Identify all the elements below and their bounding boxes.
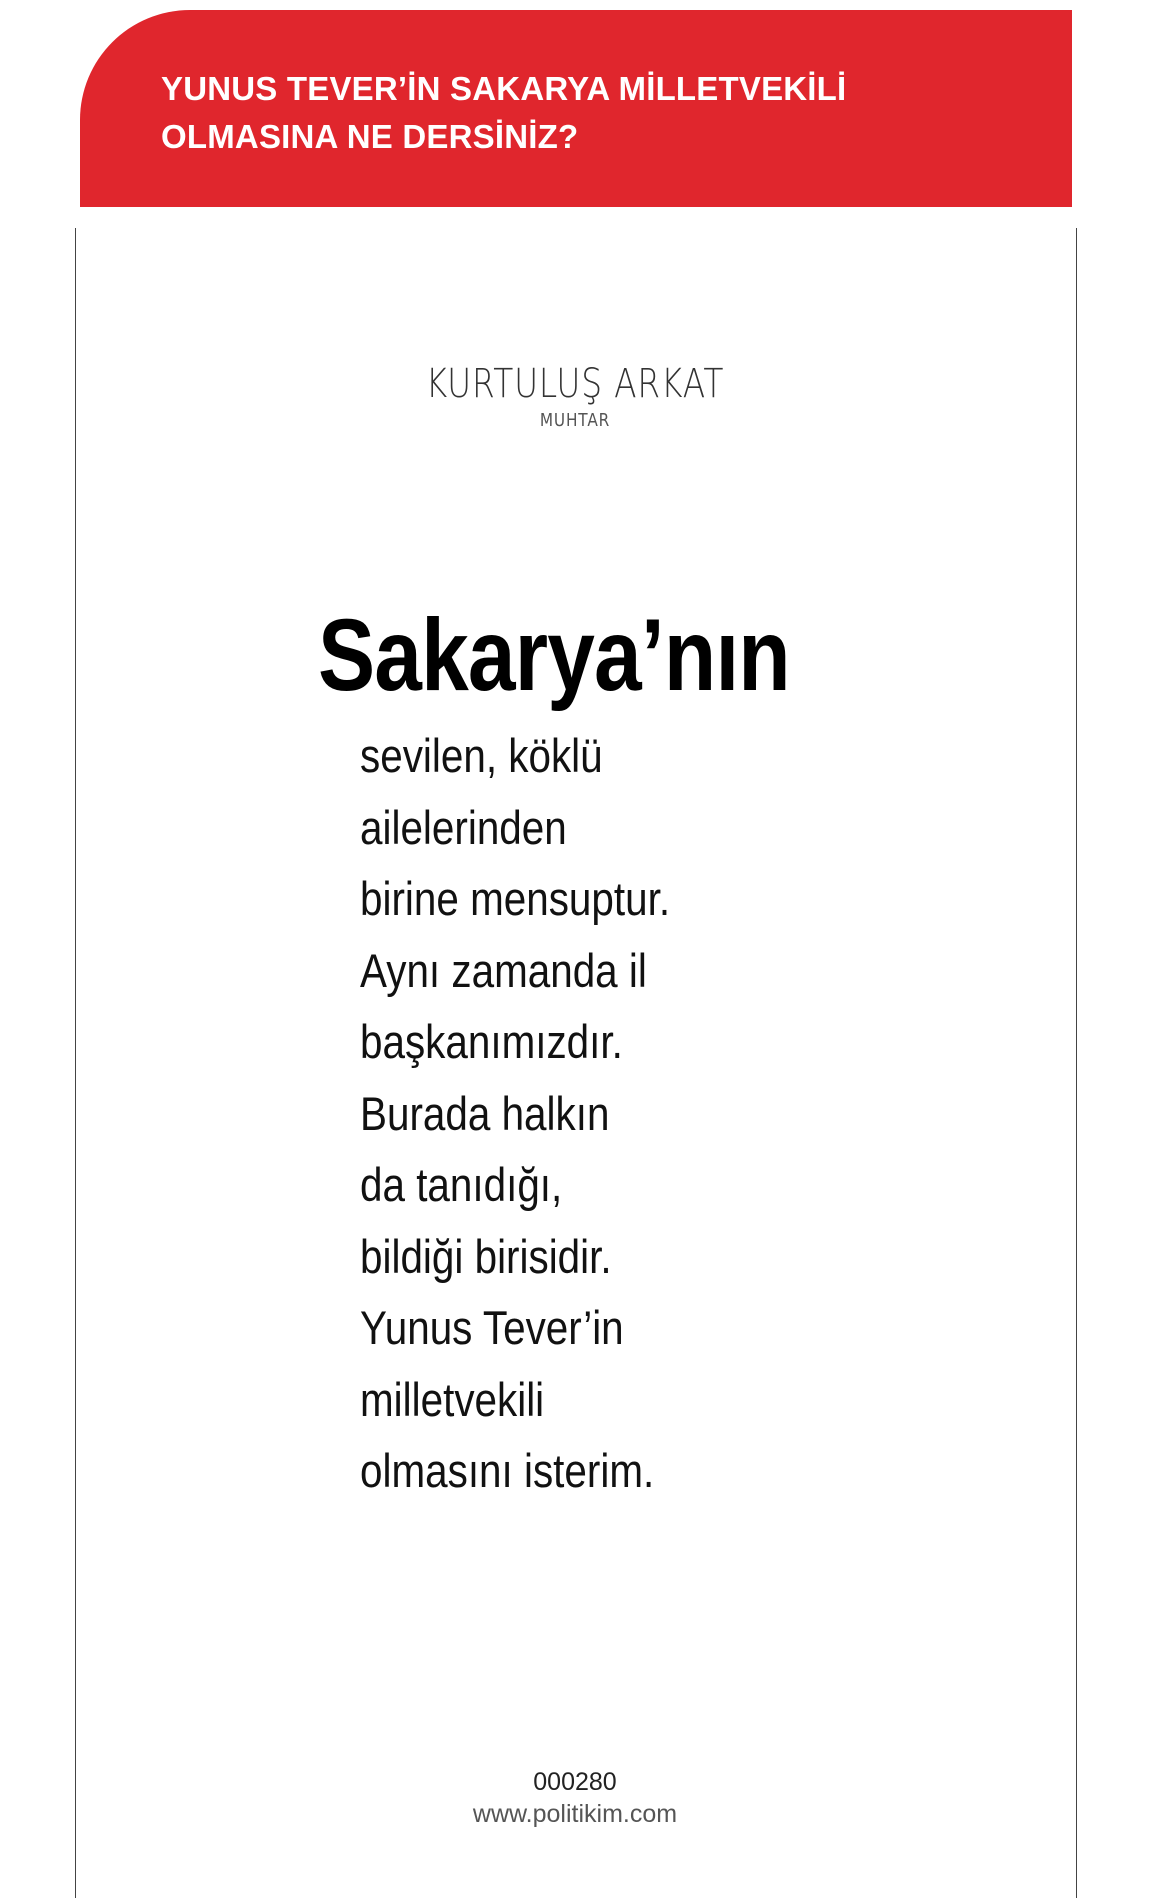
quote-line: Burada halkın bbox=[360, 1086, 610, 1140]
author-role: MUHTAR bbox=[539, 410, 611, 431]
quote-lead-word: Sakarya’nın bbox=[318, 598, 790, 712]
reference-code: 000280 bbox=[533, 1768, 617, 1796]
quote-line: bildiği birisidir. bbox=[360, 1229, 612, 1283]
author-block bbox=[0, 360, 1150, 431]
header-banner bbox=[80, 10, 1072, 207]
title-line-2: OLMASINA NE DERSİNİZ? bbox=[161, 118, 579, 155]
page-title bbox=[161, 65, 961, 161]
title-line-1: YUNUS TEVER’İN SAKARYA MİLLETVEKİLİ bbox=[161, 70, 847, 107]
right-border-line bbox=[1076, 228, 1077, 1898]
website-link[interactable]: www.politikim.com bbox=[472, 1800, 678, 1828]
quote-body bbox=[360, 720, 721, 1507]
quote-line: birine mensuptur. bbox=[360, 872, 671, 925]
quote-line: Aynı zamanda il bbox=[360, 943, 647, 997]
quote-line: milletvekili bbox=[360, 1372, 545, 1426]
quote-line: da tanıdığı, bbox=[360, 1158, 563, 1211]
quote-line: olmasını isterim. bbox=[360, 1444, 655, 1497]
quote-line: ailelerinden bbox=[360, 800, 567, 854]
author-name: KURTULUŞ ARKAT bbox=[425, 361, 725, 407]
quote-line: başkanımızdır. bbox=[360, 1015, 623, 1068]
footer bbox=[0, 1766, 1150, 1830]
quote-line: Yunus Tever’in bbox=[360, 1301, 624, 1354]
quote-line: sevilen, köklü bbox=[360, 729, 603, 782]
left-border-line bbox=[75, 228, 76, 1898]
